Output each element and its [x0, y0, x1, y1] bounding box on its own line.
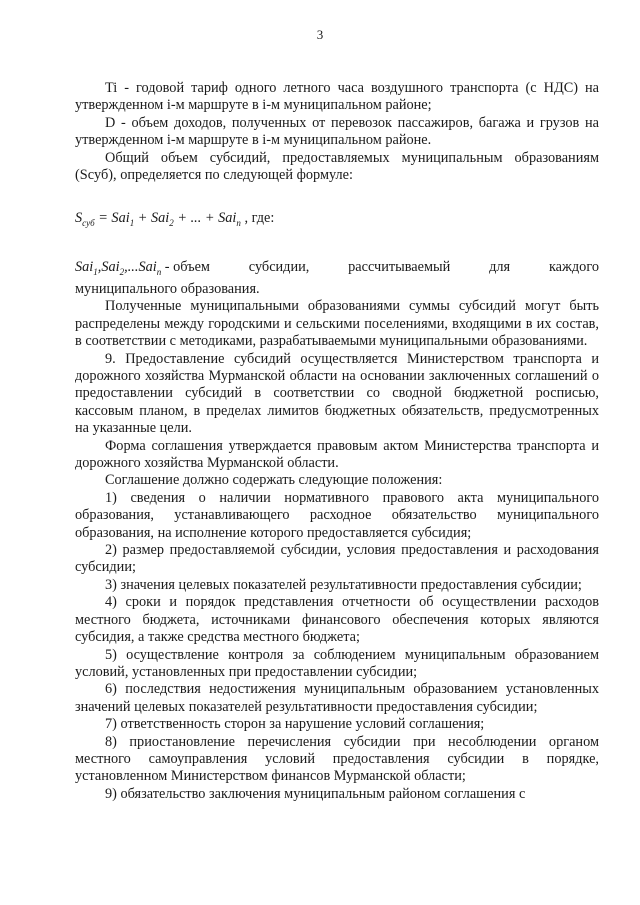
paragraph-formula-intro: Общий объем субсидий, предоставляемых муниципальным образованиям (Scуб), определяется по следующей формуле: — [75, 149, 599, 184]
formula-definition-continuation: муниципального образования. — [75, 280, 260, 297]
list-item-1: 1) сведения о наличии нормативного правового акта муниципального образования, устанавливающего расходное обязательство муниципального образования, на исполнение которого предоставляется субсидия; — [75, 489, 599, 541]
page-number: 3 — [316, 27, 324, 42]
paragraph-item-9: 9. Предоставление субсидий осуществляется Министерством транспорта и дорожного хозяйства Мурманской области на основании заключенных соглашений о предоставлении субсидий в соответствии со сводной бюджетной росписью, кассовым планом, в пределах лимитов бюджетных обязательств, предусмотренных на указанные цели. — [75, 350, 599, 437]
document-body — [75, 80, 599, 803]
list-item-8: 8) приостановление перечисления субсидии при несоблюдении органом местного самоуправления условий предоставления субсидии в порядке, установленном Министерством финансов Мурманской области; — [75, 733, 599, 785]
list-item-9: 9) обязательство заключения муниципальным районом соглашения с — [105, 785, 526, 802]
paragraph-agreement-contents: Соглашение должно содержать следующие положения: — [105, 472, 443, 489]
paragraph-distribution: Полученные муниципальными образованиями суммы субсидий могут быть распределены между городскими и сельскими поселениями, входящими в их состав, в соответствии с методиками, разрабатываемыми муниципальными образованиями. — [75, 298, 599, 350]
subsidy-formula: $S_{суб} = Sai_1 + Sai_2$ + ... + Sai$_n$ , где: — [75, 210, 275, 229]
paragraph-ti-definition: Ti - годовой тариф одного летного часа воздушного транспорта (с НДС) на утвержденном i-м маршруте в i-м муниципальном районе; — [75, 80, 599, 114]
list-item-2: 2) размер предоставляемой субсидии, условия предоставления и расходования субсидии; — [75, 542, 599, 576]
list-item-5: 5) осуществление контроля за соблюдением муниципальным образованием условий, установленных при предоставлении субсидии; — [75, 646, 599, 680]
paragraph-d-definition: D - объем доходов, полученных от перевозок пассажиров, багажа и грузов на утвержденном i-м маршруте в i-м муниципальном районе. — [75, 114, 599, 149]
formula-definition-line: Sai$_1$,Sai$_2$,...Sai$_n$ - объем субсидии, рассчитываемый для каждого — [75, 259, 599, 281]
paragraph-agreement-form: Форма соглашения утверждается правовым актом Министерства транспорта и дорожного хозяйства Мурманской области. — [75, 437, 599, 472]
list-item-6: 6) последствия недостижения муниципальным образованием установленных значений целевых показателей результативности предоставления субсидии; — [75, 681, 599, 715]
list-item-3: 3) значения целевых показателей результативности предоставления субсидии; — [105, 576, 582, 593]
list-item-4: 4) сроки и порядок представления отчетности об осуществлении расходов местного бюджета, источниками финансового обеспечения которых являются субсидия, а также средства местного бюджета; — [75, 594, 599, 646]
formula-symbols: Sai$_1$,Sai$_2$,...Sai$_n$ - объем — [75, 258, 210, 277]
list-item-7: 7) ответственность сторон за нарушение условий соглашения; — [105, 716, 485, 733]
